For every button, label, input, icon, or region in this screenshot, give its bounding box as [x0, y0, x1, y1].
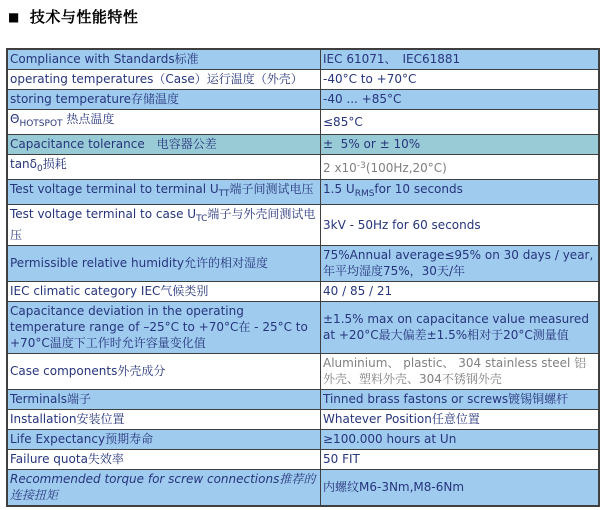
page-title-text: 技术与性能特性	[29, 8, 139, 26]
table-row	[7, 450, 599, 470]
table-row	[7, 70, 599, 90]
spec-value-cell: Whatever Position任意位置	[321, 410, 600, 430]
spec-table-body	[7, 49, 599, 506]
spec-label-cell: Failure quota失效率	[7, 450, 321, 470]
spec-label-cell: Capacitance deviation in the operating temperature range of –25°C to +70°C在 - 25°C to +70°C温度下工作时允许容量变化值	[7, 302, 321, 354]
table-row	[7, 90, 599, 110]
spec-value-cell: ±1.5% max on capacitance value measured at +20°C最大偏差±1.5%相对于20°C测量值	[321, 302, 600, 354]
spec-label-cell: Life Expectancy预期寿命	[7, 430, 321, 450]
table-row	[7, 110, 599, 135]
spec-label-cell: Case components外壳成分	[7, 354, 321, 390]
table-row	[7, 390, 599, 410]
table-row	[7, 302, 599, 354]
spec-label-cell: IEC climatic category IEC气候类别	[7, 282, 321, 302]
spec-value-cell: ≤85°C	[321, 110, 600, 135]
table-row	[7, 282, 599, 302]
table-row	[7, 430, 599, 450]
spec-value-cell: ± 5% or ± 10%	[321, 135, 600, 155]
spec-value-cell: ≥100.000 hours at Un	[321, 430, 600, 450]
spec-label-cell: Installation安装位置	[7, 410, 321, 430]
table-row	[7, 246, 599, 282]
spec-label-cell: Capacitance tolerance 电容器公差	[7, 135, 321, 155]
table-row	[7, 410, 599, 430]
spec-value-cell: IEC 61071、 IEC61881	[321, 49, 600, 70]
spec-value-cell: 50 FIT	[321, 450, 600, 470]
table-row	[7, 49, 599, 70]
spec-label-cell: Recommended torque for screw connections推荐的连接扭矩	[7, 470, 321, 507]
table-row	[7, 354, 599, 390]
table-row	[7, 470, 599, 507]
table-row	[7, 155, 599, 180]
spec-label-cell: $\Theta_{HOTSPOT}$ 热点温度	[7, 110, 321, 135]
spec-value-cell: 75%Annual average≤95% on 30 days / year,年平均湿度75%，30天/年	[321, 246, 600, 282]
spec-value-cell: Aluminium、 plastic、 304 stainless steel 铝外壳、塑料外壳、304不锈钢外壳	[321, 354, 600, 390]
spec-label-cell: Permissible relative humidity允许的相对湿度	[7, 246, 321, 282]
spec-label-cell: operating temperatures（Case）运行温度（外壳）	[7, 70, 321, 90]
spec-value-cell: 内螺纹M6-3Nm,M8-6Nm	[321, 470, 600, 507]
spec-label-cell: Test voltage terminal to terminal $U_{TT}$端子间测试电压	[7, 180, 321, 205]
spec-label-cell: Terminals端子	[7, 390, 321, 410]
spec-label-cell: tanδ$_0$损耗	[7, 155, 321, 180]
table-row	[7, 135, 599, 155]
spec-value-cell: -40 ... +85°C	[321, 90, 600, 110]
spec-label-cell: Compliance with Standards标准	[7, 49, 321, 70]
spec-value-cell: 2 $x10^{-3}(100Hz,20^\circ C)$	[321, 155, 600, 180]
table-row	[7, 180, 599, 205]
spec-value-cell: -40°C to +70°C	[321, 70, 600, 90]
table-row	[7, 205, 599, 246]
square-bullet-icon: ■	[8, 10, 20, 24]
spec-value-cell: Tinned brass fastons or screws镀锡铜螺杆	[321, 390, 600, 410]
spec-value-cell: 40 / 85 / 21	[321, 282, 600, 302]
page-title	[8, 6, 138, 27]
spec-value-cell: 3kV - 50Hz for 60 seconds	[321, 205, 600, 246]
spec-label-cell: storing temperature存储温度	[7, 90, 321, 110]
spec-label-cell: Test voltage terminal to case $U_{TC}$端子与外壳间测试电压	[7, 205, 321, 246]
spec-table	[6, 48, 600, 507]
spec-value-cell: 1.5 $U_{RMS}for$ 10 seconds	[321, 180, 600, 205]
